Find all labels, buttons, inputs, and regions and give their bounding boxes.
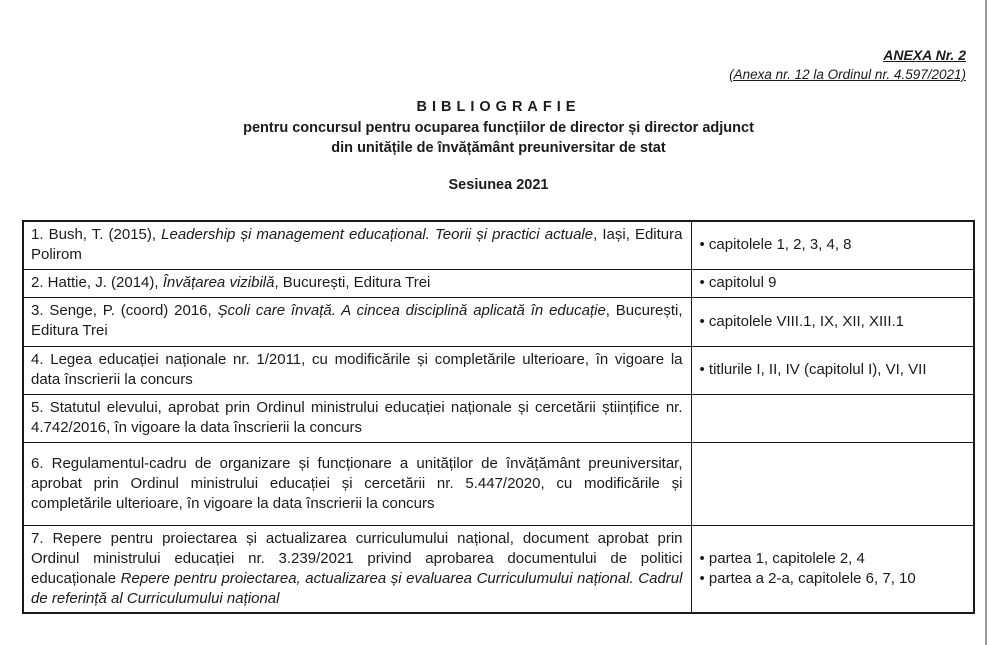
bibliography-table-body <box>23 221 974 613</box>
chapter-line: • capitolele 1, 2, 3, 4, 8 <box>699 236 852 254</box>
annex-reference: (Anexa nr. 12 la Ordinul nr. 4.597/2021) <box>729 67 966 82</box>
table-row <box>23 297 974 346</box>
chapter-line: • capitolul 9 <box>699 274 777 291</box>
annex-block <box>729 46 966 84</box>
table-row <box>23 269 974 297</box>
chapters-cell <box>691 297 974 346</box>
entry-text: , București, Editura Trei <box>31 301 683 339</box>
entry-text: 6. Regulamentul-cadru de organizare și funcționare a unităților de învățământ preuniversitar, aprobat prin Ordinul ministrului educației și cercetării nr. 5.447/2020, cu modificările și completările ulterioare, în vigoare la data înscrierii la concurs <box>31 454 683 512</box>
entry-text: 1. Bush, T. (2015), <box>31 226 162 243</box>
chapter-line: • capitolele VIII.1, IX, XII, XIII.1 <box>699 312 905 330</box>
table-row <box>23 221 974 269</box>
annex-number: ANEXA Nr. 2 <box>883 47 966 63</box>
entry-text: 4. Legea educației naționale nr. 1/2011, cu modificările și completările ulterioare, în vigoare la data înscrierii la concurs <box>31 350 683 388</box>
bibliography-entry-cell <box>23 297 691 346</box>
page-edge-divider <box>985 0 987 645</box>
entry-title-italic: Școli care învață. A cincea disciplină aplicată în educație <box>217 301 606 319</box>
chapters-cell <box>691 442 974 525</box>
bibliography-entry-cell <box>23 221 691 269</box>
chapters-cell <box>691 221 974 269</box>
chapters-cell <box>691 394 974 442</box>
table-row <box>23 442 974 525</box>
table-row <box>23 346 974 394</box>
entry-text: 2. Hattie, J. (2014), <box>31 273 163 291</box>
chapter-line: • partea 1, capitolele 2, 4 <box>699 549 865 567</box>
chapters-cell <box>691 525 974 613</box>
entry-title-italic: Repere pentru proiectarea, actualizarea și evaluarea Curriculumului național. Cadrul de referință al Curriculumului național <box>31 569 683 607</box>
bibliography-table <box>22 220 975 614</box>
bibliography-entry-cell <box>23 394 691 442</box>
chapter-line: • partea a 2-a, capitolele 6, 7, 10 <box>699 569 916 587</box>
entry-text: 3. Senge, P. (coord) 2016, <box>31 301 218 319</box>
entry-text: , Iași, Editura Polirom <box>31 226 683 263</box>
document-header <box>22 97 975 195</box>
chapters-cell <box>691 269 974 297</box>
bibliography-entry-cell <box>23 346 691 394</box>
bibliography-entry-cell <box>23 442 691 525</box>
entry-text: 7. Repere pentru proiectarea și actualizarea curriculumului național, document aprobat prin Ordinul ministrului educației nr. 3.239/2021 privind aprobarea documentului de politici educaționale <box>31 529 683 587</box>
entry-text: , București, Editura Trei <box>274 273 431 291</box>
session-label: Sesiunea 2021 <box>448 177 549 193</box>
chapters-cell <box>691 346 974 394</box>
table-row <box>23 525 974 613</box>
subtitle-line-2: din unitățile de învățământ preuniversitar de stat <box>331 140 666 156</box>
entry-title-italic: Leadership și management educațional. Teorii și practici actuale <box>161 226 594 243</box>
bibliography-entry-cell <box>23 269 691 297</box>
table-row <box>23 394 974 442</box>
page-title: BIBLIOGRAFIE <box>416 99 581 115</box>
subtitle-line-1: pentru concursul pentru ocuparea funcțiilor de director și director adjunct <box>243 120 754 136</box>
chapter-line: • titlurile I, II, IV (capitolul I), VI, VII <box>699 361 927 378</box>
entry-text: 5. Statutul elevului, aprobat prin Ordinul ministrului educației naționale și cercetării științifice nr. 4.742/2016, în vigoare la data înscrierii la concurs <box>31 398 683 436</box>
entry-title-italic: Învățarea vizibilă <box>162 273 275 291</box>
bibliography-entry-cell <box>23 525 691 613</box>
